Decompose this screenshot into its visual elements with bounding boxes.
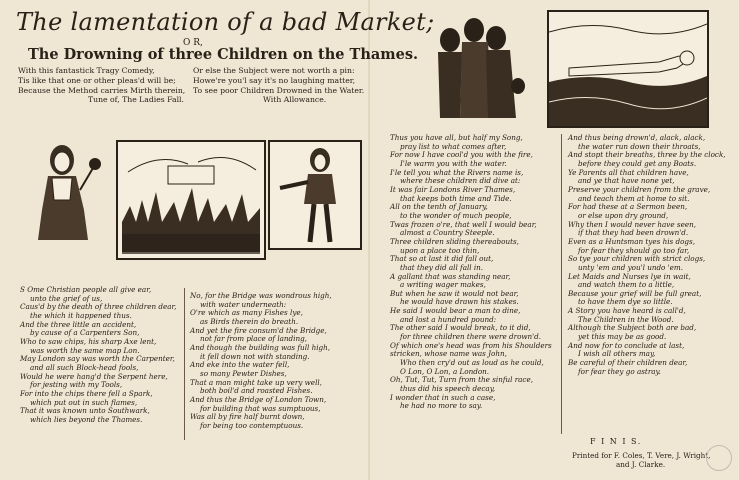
verse-line: yet this may be as good. xyxy=(578,332,667,342)
verse-line: for jesting with my Tools, xyxy=(30,380,123,390)
verse-line: to have them dye so little. xyxy=(578,297,673,307)
verse-line: Ye Parents all that children have, xyxy=(568,167,689,177)
intro-line: Tis like that one or other pleas'd will be; xyxy=(18,75,176,85)
verse-line: or else upon dry ground, xyxy=(578,210,669,220)
verse-line: That so at last it did fall out, xyxy=(390,254,494,264)
verse-line: and ye that have none yet, xyxy=(578,176,675,186)
verse-line: Who then cry'd out as loud as he could, xyxy=(400,358,544,368)
intro-verse-left xyxy=(18,66,185,105)
verse-line: And stopt their breaths, three by the clock, xyxy=(568,150,726,160)
ballad-subtitle: The Drowning of three Children on the Thames. xyxy=(28,46,419,63)
verse-line: that they did all fall in. xyxy=(400,262,484,272)
verse-line: with water underneath: xyxy=(200,299,287,309)
verse-column-1 xyxy=(20,286,176,425)
verse-line: A gallant that was standing near, xyxy=(390,271,511,281)
finis-label: F I N I S. xyxy=(590,437,642,446)
column-divider xyxy=(561,134,562,434)
verse-line: both boil'd and roasted Fishes. xyxy=(200,386,313,396)
woodcut-london-city-image xyxy=(116,140,266,260)
intro-line: To see poor Children Drowned in the Water. xyxy=(193,85,365,95)
verse-line: S Ome Christian people all give ear, xyxy=(20,285,152,294)
intro-line: Or else the Subject were not worth a pin: xyxy=(193,66,355,75)
verse-line: For had these at a Sermon been, xyxy=(568,202,688,212)
ballad-title: The lamentation of a bad Market; xyxy=(16,8,435,36)
verse-line: And yet the fire consum'd the Bridge, xyxy=(190,325,327,335)
verse-column-4 xyxy=(568,134,726,376)
verse-line: O're which as many Fishes lye, xyxy=(190,308,303,318)
verse-line: and teach them at home to sit. xyxy=(578,193,690,203)
intro-verse-right xyxy=(193,66,364,105)
verse-line: where these children did dive at: xyxy=(400,176,521,186)
verse-line: The Children in the Wood. xyxy=(578,314,674,324)
woodcut-drowned-figure-image xyxy=(547,10,709,128)
verse-line: Three children sliding thereabouts, xyxy=(390,236,519,246)
verse-line: the water run down their throats, xyxy=(578,141,701,151)
verse-line: was worth the same map Lon. xyxy=(30,345,140,355)
allowance-line: With Allowance. xyxy=(263,95,327,105)
tune-line: Tune of, The Ladies Fall. xyxy=(88,95,184,105)
imprint-line: and J. Clarke. xyxy=(616,460,666,469)
verse-line: Who to saw chips, his sharp Axe lent, xyxy=(20,336,157,346)
verse-line: O Lon, O Lon, a London. xyxy=(400,366,490,376)
verse-line: Would he were hang'd the Serpent here, xyxy=(20,371,168,381)
verse-line: Of which one's head was from his Shoulders stricken, whose name was John, xyxy=(390,340,552,359)
verse-line: upon a place too thin, xyxy=(400,245,480,255)
verse-line: That a man might take up very well, xyxy=(190,377,322,387)
verse-line: he had no more to say. xyxy=(400,401,483,411)
verse-line: I wonder that in such a case, xyxy=(390,392,496,402)
intro-line: With this fantastick Tragy Comedy, xyxy=(18,66,155,75)
verse-line: it fell down not with standing. xyxy=(200,351,310,361)
verse-line: Let Maids and Nurses lye in wait, xyxy=(568,271,691,281)
intro-line: Because the Method carries Mirth therein, xyxy=(18,85,186,95)
verse-column-2 xyxy=(190,292,332,431)
verse-line: Because your grief will be full great, xyxy=(568,288,702,298)
verse-line: almost a Country Steeple. xyxy=(400,228,495,238)
verse-line: And eke into the water fell, xyxy=(190,360,290,370)
verse-line: But when he saw it would not bear, xyxy=(390,288,519,298)
verse-line: Oh, Tut, Tut, Turn from the sinful race, xyxy=(390,375,533,385)
verse-line: so many Pewter Dishes, xyxy=(200,368,287,378)
verse-line: and watch them to a little, xyxy=(578,280,675,290)
verse-line: So tye your children with strict clogs, xyxy=(568,254,706,264)
verse-line: Although the Subject both are bad, xyxy=(568,323,697,333)
verse-line: before they could get any Boats. xyxy=(578,158,697,168)
verse-line: Was all by fire half burnt down, xyxy=(190,412,305,422)
verse-line: That it was known unto Southwark, xyxy=(20,406,150,416)
verse-line: which lies beyond the Thames. xyxy=(30,414,143,424)
library-stamp xyxy=(706,445,732,471)
verse-line: And thus being drown'd, alack, alack, xyxy=(568,133,706,142)
verse-line: Thus you have all, but half my Song, xyxy=(390,133,523,142)
fold-line xyxy=(368,0,370,480)
verse-line: For now I have cool'd you with the fire, xyxy=(390,150,533,160)
verse-line: And thus the Bridge of London Town, xyxy=(190,394,327,404)
verse-line: Twas frozen o're, that well I would bear, xyxy=(390,219,537,229)
verse-line: He said I would bear a man to dine, xyxy=(390,306,521,316)
verse-line: And though the building was full high, xyxy=(190,342,331,352)
verse-line: pray list to what comes after, xyxy=(400,141,507,151)
verse-line: for fear they go astray. xyxy=(578,366,661,376)
verse-line: The other said I would break, to it did, xyxy=(390,323,531,333)
verse-line: A Story you have heard is call'd, xyxy=(568,306,686,316)
woodcut-lady-image xyxy=(18,140,110,240)
verse-line: and all such Block-head fools, xyxy=(30,362,139,372)
verse-line: Be careful of their children dear, xyxy=(568,358,688,368)
column-divider xyxy=(184,288,185,440)
verse-line: All on the tenth of January, xyxy=(390,202,488,212)
verse-line: unto the grief of us, xyxy=(30,293,103,303)
verse-line: I'le warm you with the water. xyxy=(400,158,507,168)
verse-line: And now for to conclude at last, xyxy=(568,340,685,350)
verse-line: for fear they should go too far, xyxy=(578,245,690,255)
verse-line: to the wonder of much people, xyxy=(400,210,512,220)
verse-line: May London say was worth the Carpenter, xyxy=(20,354,175,364)
verse-line: Caus'd by the death of three children dear, xyxy=(20,302,177,312)
verse-line: Preserve your children from the grave, xyxy=(568,184,711,194)
verse-line: that keeps both time and Tide. xyxy=(400,193,512,203)
verse-line: I'le tell you what the Rivers name is, xyxy=(390,167,524,177)
verse-line: which put out in such flames, xyxy=(30,397,138,407)
verse-line: No, for the Bridge was wondrous high, xyxy=(190,291,332,300)
verse-line: for building that was sumptuous, xyxy=(200,403,321,413)
verse-line: Even as a Huntsman tyes his dogs, xyxy=(568,236,695,246)
verse-line: for three children there were drown'd. xyxy=(400,332,542,342)
verse-line: for being too contemptuous. xyxy=(200,420,304,430)
verse-line: It was fair Londons River Thames, xyxy=(390,184,516,194)
verse-line: For into the chips there fell a Spark, xyxy=(20,388,153,398)
verse-column-3 xyxy=(390,134,562,411)
verse-line: if that they had been drown'd. xyxy=(578,228,689,238)
verse-line: And the three little an accident, xyxy=(20,319,137,329)
woodcut-group-image xyxy=(430,10,530,120)
verse-line: not far from place of landing, xyxy=(200,334,307,344)
verse-line: Why then I would never have seen, xyxy=(568,219,697,229)
verse-line: he would have drawn his stakes. xyxy=(400,297,519,307)
intro-line: Howe're you'l say it's no laughing matter, xyxy=(193,75,356,85)
verse-line: as Birds therein do breath. xyxy=(200,316,299,326)
verse-line: unty 'em and you'l undo 'em. xyxy=(578,262,683,272)
imprint-line: Printed for F. Coles, T. Vere, J. Wright, xyxy=(572,451,711,460)
verse-line: thus did his speech decay, xyxy=(400,384,496,394)
printer-imprint xyxy=(572,451,710,469)
verse-line: and lost a hundred pound: xyxy=(400,314,497,324)
woodcut-young-man-image xyxy=(268,140,362,250)
verse-line: by cause of a Carpenters Son, xyxy=(30,328,140,338)
verse-line: a writing wager makes, xyxy=(400,280,486,290)
verse-line: I wish all others may, xyxy=(578,349,656,359)
or-connector: O R, xyxy=(183,38,203,48)
verse-line: the which it happened thus. xyxy=(30,310,132,320)
